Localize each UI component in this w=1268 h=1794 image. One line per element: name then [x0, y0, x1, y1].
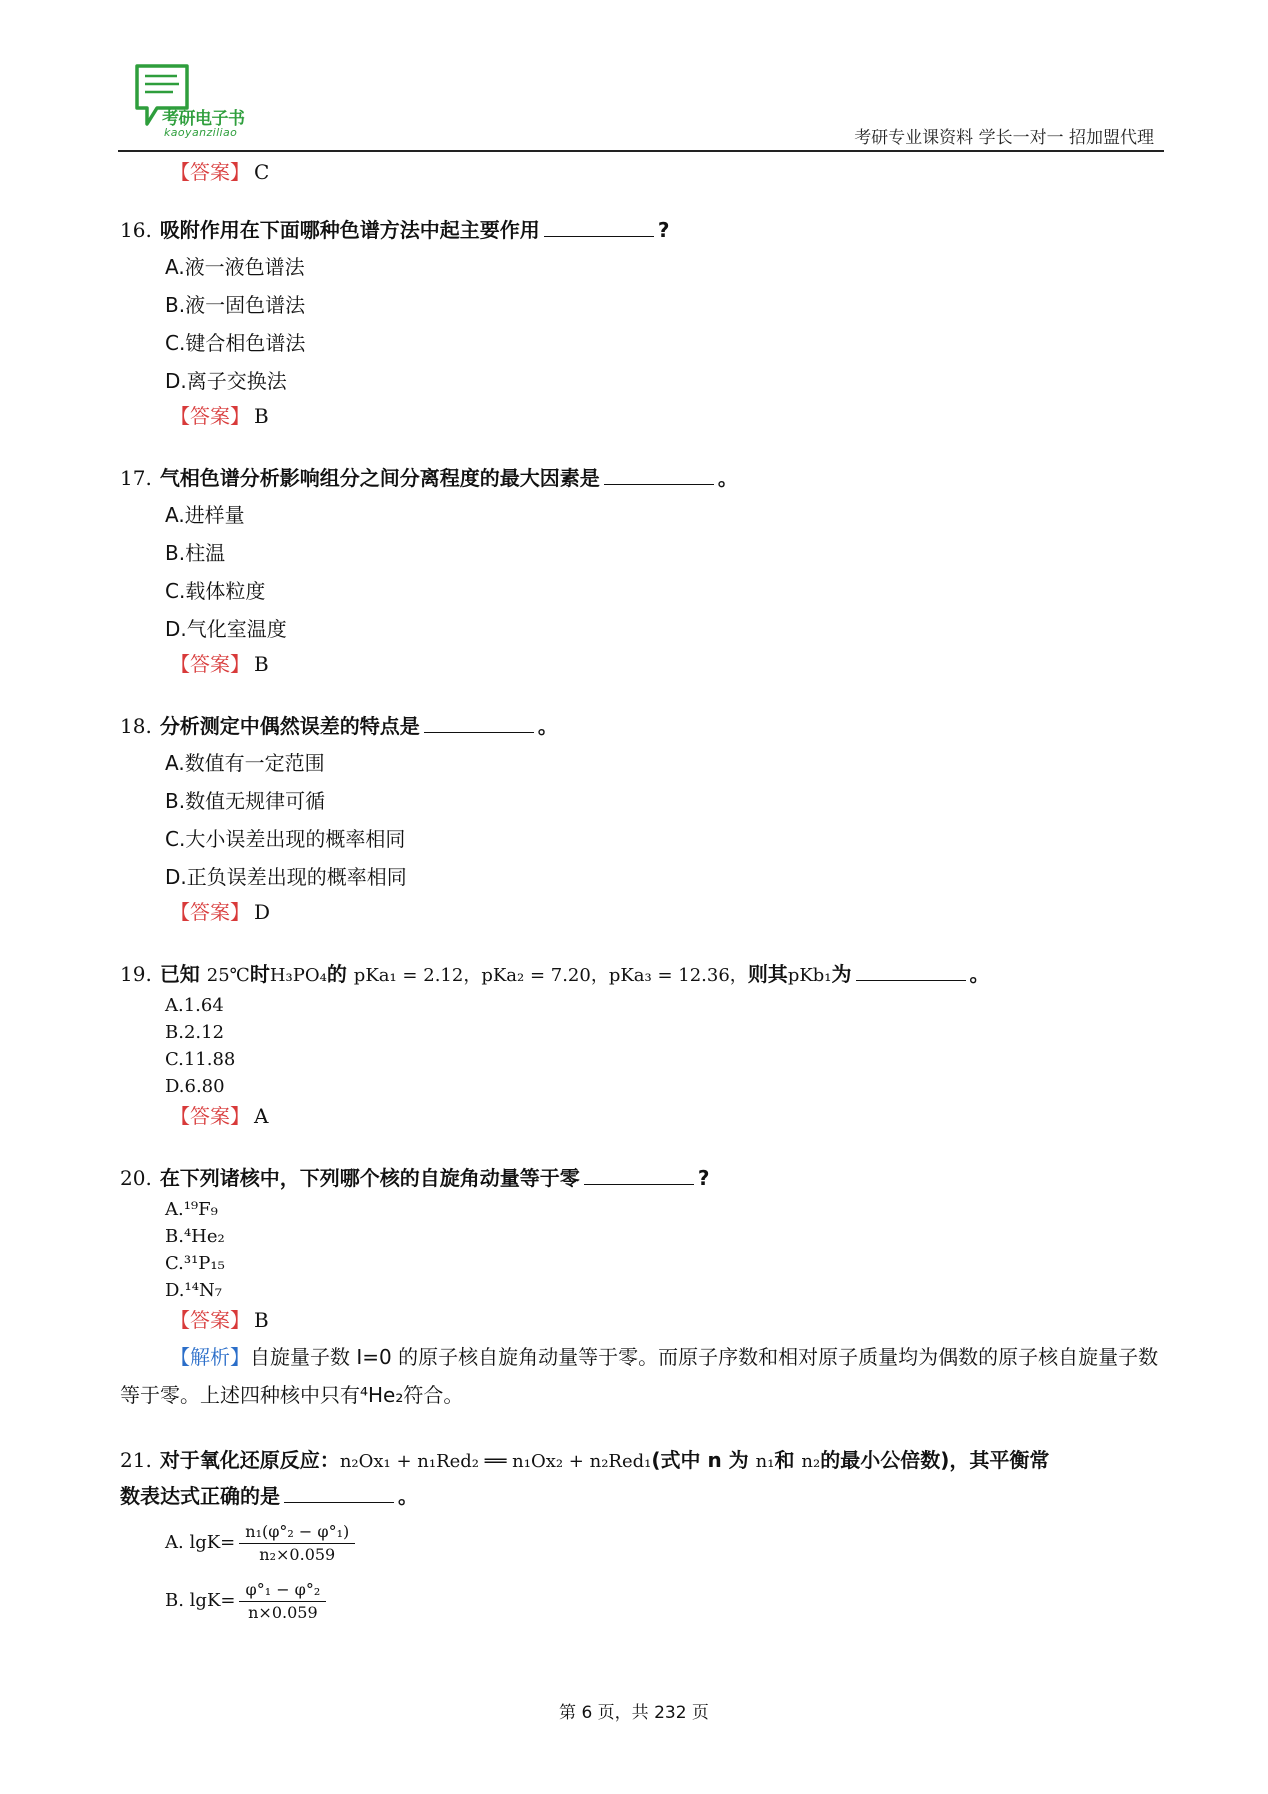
- answer-label: 【答案】: [170, 900, 250, 924]
- fraction: [239, 1521, 355, 1566]
- question-text: 和: [774, 1448, 795, 1472]
- answer-line: [170, 896, 1160, 928]
- option-c: C.11.88: [165, 1049, 236, 1070]
- question-number: 20.: [120, 1166, 152, 1190]
- question-text: (式中 n 为: [651, 1448, 749, 1472]
- question-text: 分析测定中偶然误差的特点是: [159, 714, 420, 738]
- question-text: 在下列诸核中，下列哪个核的自旋角动量等于零: [159, 1166, 580, 1190]
- option-b: [165, 1572, 1160, 1630]
- question-end: 。: [969, 962, 990, 986]
- option-a: A.液一液色谱法: [165, 255, 305, 279]
- option-b: B.数值无规律可循: [165, 789, 326, 813]
- denominator: n₂×0.059: [259, 1544, 336, 1564]
- question-text: 的最小公倍数)，其平衡常: [820, 1448, 1050, 1472]
- option-c: C.载体粒度: [165, 579, 266, 603]
- option-c: C.³¹P₁₅: [165, 1253, 225, 1274]
- question-end: 。: [717, 466, 738, 490]
- question-text: 数表达式正确的是: [120, 1484, 280, 1508]
- page-content: [120, 156, 1160, 1630]
- option-b: B.柱温: [165, 541, 226, 565]
- answer-line: [170, 400, 1160, 432]
- question-number: 19.: [120, 962, 152, 986]
- question-text: 气相色谱分析影响组分之间分离程度的最大因素是: [159, 466, 600, 490]
- answer-blank: [584, 1162, 694, 1185]
- option-a: A.¹⁹F₉: [165, 1199, 218, 1220]
- n1-symbol: n₁: [755, 1451, 775, 1472]
- question-text: 已知: [159, 962, 200, 986]
- answer-value: A: [254, 1104, 269, 1128]
- compound-formula: H₃PO₄: [269, 965, 327, 986]
- question-title: [120, 708, 1160, 744]
- question-end: ?: [657, 218, 670, 242]
- question-number: 17.: [120, 466, 152, 490]
- option-d: D.6.80: [165, 1076, 225, 1097]
- question-18: [120, 708, 1160, 928]
- answer-label: 【答案】: [170, 160, 250, 184]
- option-label: A. lgK=: [165, 1532, 236, 1553]
- question-16: [120, 212, 1160, 432]
- option-a: A.数值有一定范围: [165, 751, 325, 775]
- logo-text: 考研电子书: [162, 109, 245, 129]
- option-c: C.大小误差出现的概率相同: [165, 827, 406, 851]
- question-number: 21.: [120, 1448, 152, 1472]
- question-21: [120, 1442, 1160, 1630]
- pkb-symbol: pKb₁: [787, 965, 832, 986]
- option-label: B. lgK=: [165, 1590, 236, 1611]
- answer-blank: [604, 462, 714, 485]
- answer-value: D: [254, 900, 271, 924]
- pka-values: pKa₁ = 2.12，pKa₂ = 7.20，pKa₃ = 12.36，: [353, 965, 748, 986]
- question-text: 为: [831, 962, 852, 986]
- answer-value: B: [254, 1308, 269, 1332]
- question-text: 则其: [747, 962, 788, 986]
- answer-line: [170, 1304, 1160, 1336]
- answer-label: 【答案】: [170, 404, 250, 428]
- question-title: [120, 1442, 1160, 1478]
- question-20: [120, 1160, 1160, 1414]
- option-a: A.进样量: [165, 503, 245, 527]
- page-footer: 第 6 页，共 232 页: [559, 1703, 709, 1723]
- answer-line: [170, 156, 1160, 188]
- option-d: D.正负误差出现的概率相同: [165, 865, 407, 889]
- option-a: A.1.64: [165, 995, 224, 1016]
- question-text: 对于氧化还原反应：: [159, 1448, 340, 1472]
- option-a: [165, 1514, 1160, 1572]
- option-b: B.液一固色谱法: [165, 293, 306, 317]
- question-end: 。: [398, 1484, 418, 1508]
- question-end: ?: [697, 1166, 710, 1190]
- explanation-text: 自旋量子数 I=0 的原子核自旋角动量等于零。而原子序数和相对原子质量均为偶数的原子核自旋量子数等于零。上述四种核中只有⁴He₂符合。: [120, 1345, 1159, 1407]
- page-header: [118, 56, 1164, 154]
- answer-blank: [544, 214, 654, 237]
- option-d: D.¹⁴N₇: [165, 1280, 222, 1301]
- question-19: [120, 956, 1160, 1132]
- option-d: D.气化室温度: [165, 617, 287, 641]
- header-slogan: 考研专业课资料 学长一对一 招加盟代理: [854, 128, 1154, 148]
- answer-value: C: [254, 160, 270, 184]
- question-text: 吸附作用在下面哪种色谱方法中起主要作用: [159, 218, 540, 242]
- header-divider: [118, 150, 1164, 152]
- question-number: 18.: [120, 714, 152, 738]
- question-title: [120, 460, 1160, 496]
- question-title-line2: [120, 1478, 1160, 1514]
- numerator: φ°₁ − φ°₂: [239, 1579, 326, 1602]
- question-end: 。: [537, 714, 558, 738]
- explanation: [120, 1338, 1160, 1414]
- numerator: n₁(φ°₂ − φ°₁): [239, 1521, 355, 1544]
- answer-value: B: [254, 404, 269, 428]
- answer-blank: [424, 710, 534, 733]
- answer-blank: [856, 958, 966, 981]
- option-b: B.2.12: [165, 1022, 225, 1043]
- option-c: C.键合相色谱法: [165, 331, 306, 355]
- answer-label: 【答案】: [170, 1308, 250, 1332]
- option-d: D.离子交换法: [165, 369, 287, 393]
- answer-label: 【答案】: [170, 652, 250, 676]
- logo-subtext: kaoyanziliao: [164, 126, 238, 139]
- answer-value: B: [254, 652, 269, 676]
- answer-line: [170, 1100, 1160, 1132]
- temperature: 25℃: [206, 965, 250, 986]
- question-number: 16.: [120, 218, 152, 242]
- n2-symbol: n₂: [801, 1451, 821, 1472]
- reaction-equation: n₂Ox₁ + n₁Red₂ ══ n₁Ox₂ + n₂Red₁: [339, 1451, 652, 1472]
- question-title: [120, 956, 1160, 992]
- question-text: 时: [249, 962, 270, 986]
- answer-line: [170, 648, 1160, 680]
- question-17: [120, 460, 1160, 680]
- option-b: B.⁴He₂: [165, 1226, 225, 1247]
- denominator: n×0.059: [248, 1602, 318, 1622]
- question-title: [120, 1160, 1160, 1196]
- answer-label: 【答案】: [170, 1104, 250, 1128]
- question-text: 的: [326, 962, 347, 986]
- answer-blank: [284, 1480, 394, 1503]
- fraction: [239, 1579, 326, 1624]
- question-title: [120, 212, 1160, 248]
- explanation-label: 【解析】: [170, 1345, 250, 1369]
